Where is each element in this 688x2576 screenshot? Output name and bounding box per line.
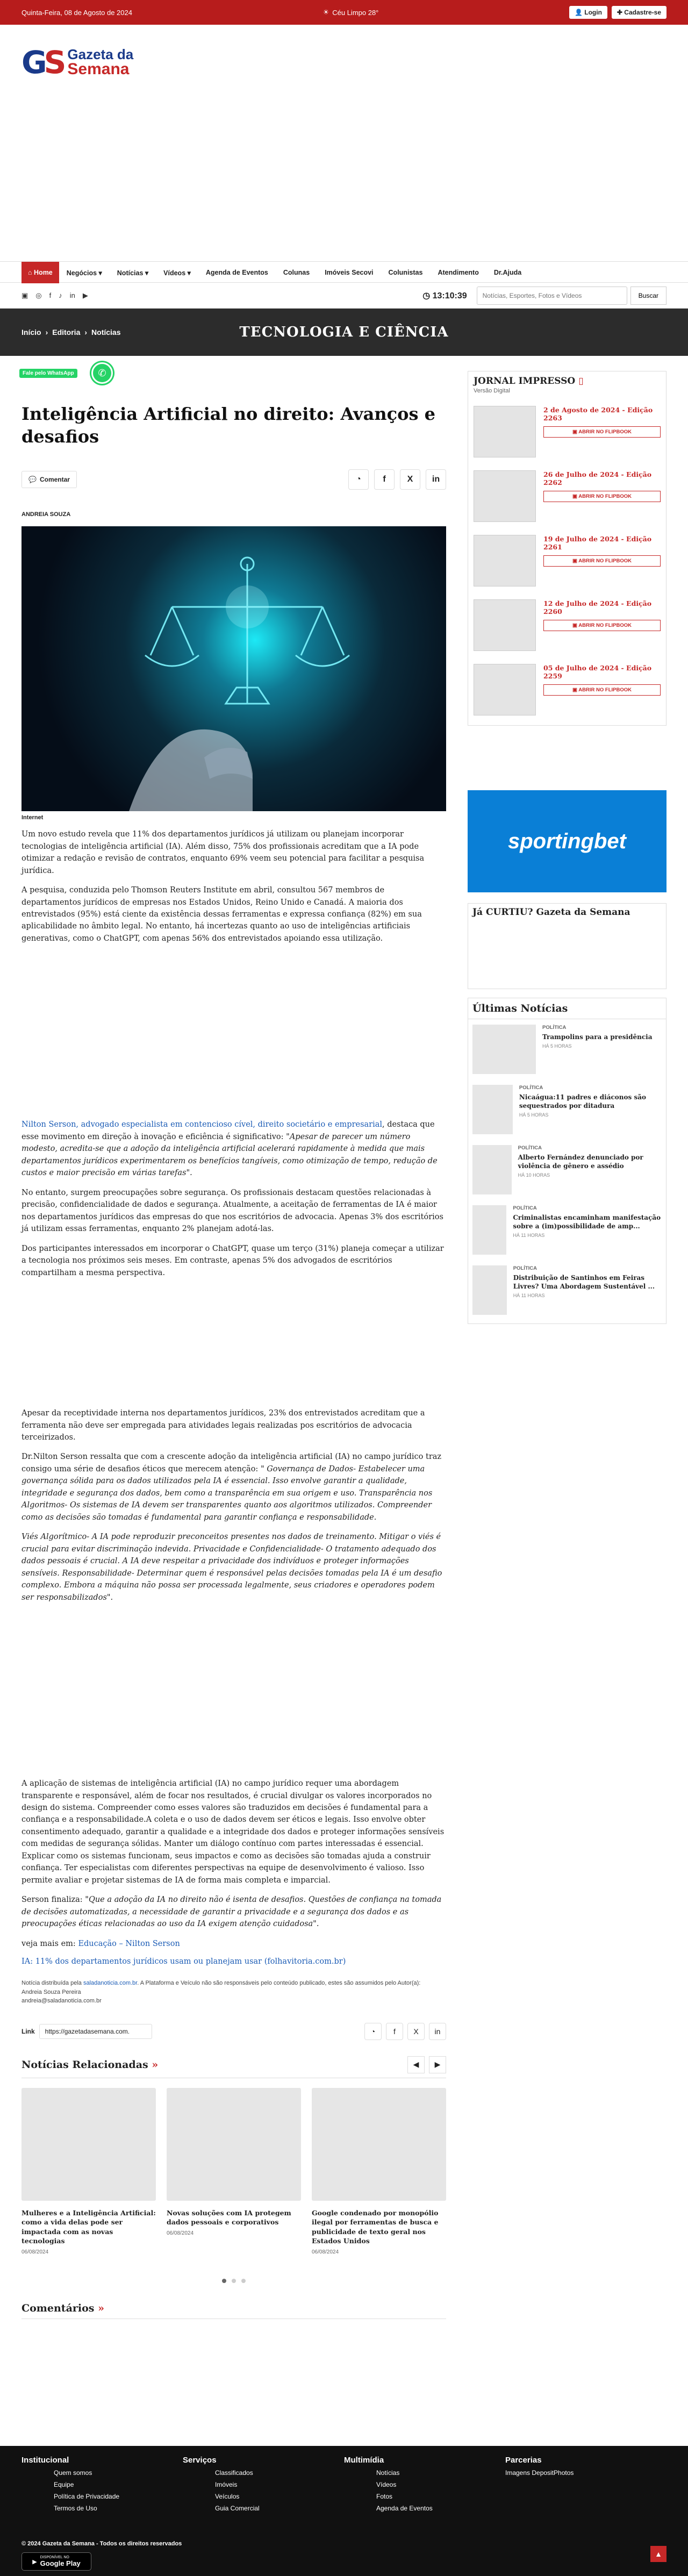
jornal-title <box>474 376 661 387</box>
related-card-image <box>167 2088 301 2201</box>
news-time: HÁ 11 HORAS <box>513 1293 545 1299</box>
x-share-icon[interactable]: X <box>400 469 420 490</box>
footer-link[interactable]: Classificados <box>215 2469 253 2477</box>
x-share-icon[interactable]: X <box>407 2023 425 2040</box>
google-play-icon: ▶ <box>32 2558 37 2565</box>
logo-mark-g: G <box>22 44 44 81</box>
site-logo[interactable] <box>22 44 666 81</box>
footer-col-title: Institucional <box>22 2456 69 2465</box>
logo-mark <box>22 44 63 81</box>
nav-item-imoveis[interactable]: Imóveis Secovi <box>325 269 374 276</box>
news-thumb <box>472 1145 512 1194</box>
carousel-dots <box>22 2279 446 2283</box>
footer-col-multimidia <box>344 2456 505 2512</box>
footer-col-parcerias <box>505 2456 666 2512</box>
latest-news-item[interactable] <box>468 1200 666 1260</box>
link-value[interactable]: https://gazetadasemana.com. <box>39 2024 152 2039</box>
related-card-title: Google condenado por monopólio ilegal por ferramentas de busca e publicidade de texto geral nos Estados Unidos <box>312 2208 439 2245</box>
footer-link[interactable]: Imagens DepositPhotos <box>505 2469 574 2477</box>
breadcrumb-separator: › <box>45 328 48 337</box>
notice-link[interactable]: saladanoticia.com.br <box>83 1980 138 1987</box>
weather-icon: ☀ <box>322 8 329 16</box>
flipbook-button[interactable]: ▣ ABRIR NO FLIPBOOK <box>543 426 661 438</box>
paragraph-text: Dr.Nilton Serson ressalta que com a crescente adoção da inteligência artificial (IA) no campo jurídico traz consigo uma série de desafios éticos que merecem atenção: <box>22 1452 442 1473</box>
whatsapp-icon[interactable]: ✆ <box>91 362 113 384</box>
breadcrumb-editoria[interactable]: Editoria <box>52 328 81 337</box>
comment-icon: 💬 <box>28 476 37 484</box>
flipbook-button[interactable]: ▣ ABRIR NO FLIPBOOK <box>543 555 661 567</box>
paragraph-quote: " Governança de Dados- Estabelecer uma governança sólida para os dados utilizados pela IA é essencial. Isso envolve garantir a qualidade, integridade e segurança dos dados, bem como a transparência em sua origem e uso. Transparência nos Algoritmos- Os sistemas de IA devem ser transparentes quanto aos algoritmos utilizados. Compreender como as decisões são tomadas é fundamental para garantir confiança e responsabilidade. <box>22 1464 433 1522</box>
login-button[interactable] <box>569 6 607 19</box>
related-cards <box>22 2088 446 2255</box>
news-thumb <box>472 1025 536 1074</box>
whatsapp-icon[interactable]: ◎ <box>35 291 42 299</box>
nav-item-agenda[interactable]: Agenda de Eventos <box>205 269 268 276</box>
news-category: POLÍTICA <box>519 1085 543 1091</box>
article-paragraph: Um novo estudo revela que 11% dos departamentos jurídicos já utilizam ou planejam incorporar tecnologias de inteligência artificial (IA). Além disso, 75% dos profissionais acreditam que a IA pode otimizar a redação e revisão de contratos, enquanto 69% veem seu potencial para facilitar a pesquisa jurídica. <box>22 830 425 875</box>
related-card-image <box>22 2088 156 2201</box>
related-title-text: Notícias Relacionadas <box>22 2058 148 2071</box>
footer-link[interactable]: Imóveis <box>215 2481 238 2488</box>
comments-title: Comentários <box>22 2302 95 2314</box>
article-paragraph: Dos participantes interessados em incorporar o ChatGPT, quase um terço (31%) planeja começar a utilizar a tecnologia nos próximos seis meses. Em contraste, apenas 5% dos advogados de escritórios compartilham a mesma perspectiva. <box>22 1244 444 1277</box>
news-category: POLÍTICA <box>518 1145 542 1151</box>
justice-scale-illustration <box>22 526 446 811</box>
sub-nav <box>0 283 688 309</box>
news-title: Nicaágua:11 padres e diáconos são sequestrados por ditadura <box>519 1093 646 1110</box>
edition-item[interactable] <box>468 592 666 656</box>
link-label: Link <box>22 2027 35 2035</box>
sportingbet-logo: sportingbet <box>508 829 626 853</box>
sportingbet-ad[interactable] <box>468 790 666 892</box>
main-nav <box>0 261 688 283</box>
latest-news-title: Últimas Notícias <box>468 998 666 1019</box>
edition-cover <box>474 664 536 715</box>
article-paragraph: A pesquisa, conduzida pelo Thomson Reuters Institute em abril, consultou 567 membros de departamentos jurídicos de empresas nos Estados Unidos, Reino Unido e Canadá. A maioria dos entrevistados (95%) está ciente da existência dessas ferramentas e expressa confiança (82%) em sua aplicabilidade no âmbito legal. No entanto, há incertezas quanto ao uso de inteligências artificiais generativas, como o ChatGPT, com apenas 56% dos entrevistados apoiando essa utilização. <box>22 886 422 943</box>
main-area <box>0 367 688 2319</box>
user-icon: 👤 <box>574 9 585 16</box>
related-header <box>22 2056 446 2078</box>
comments-header <box>22 2302 446 2319</box>
share-buttons <box>348 469 446 490</box>
article-paragraph <box>22 1119 446 1179</box>
footer-col-title: Serviços <box>183 2456 217 2465</box>
clock-time: 13:10:39 <box>432 291 467 300</box>
latest-news-item[interactable] <box>468 1260 666 1323</box>
footer-link[interactable]: Política de Privacidade <box>54 2493 120 2500</box>
article-hero-image <box>22 526 446 811</box>
inline-ad-space <box>22 944 446 1111</box>
footer-link[interactable]: Termos de Uso <box>54 2505 97 2512</box>
article-paragraph <box>22 1531 446 1604</box>
footer-col-title: Parcerias <box>505 2456 542 2465</box>
instagram-icon[interactable]: ▣ <box>22 291 28 299</box>
serson-link[interactable]: Nilton Serson, advogado especialista em contencioso cível, direito societário e empresarial <box>22 1120 383 1129</box>
section-title: TECNOLOGIA E CIÊNCIA <box>239 324 449 340</box>
paragraph-text: , destaca que esse movimento em direção à inovação e eficiência é significativo: <box>22 1120 435 1141</box>
whatsapp-share-icon[interactable]: ◔ <box>364 2023 382 2040</box>
latest-news-item[interactable] <box>468 1019 666 1079</box>
section-banner <box>0 309 688 356</box>
related-card-date: 06/08/2024 <box>167 2230 194 2236</box>
related-card-title: Mulheres e a Inteligência Artificial: como a vida delas pode ser impactada com as novas tecnologias <box>22 2208 156 2245</box>
paragraph-quote: "Apesar de parecer um número modesto, acredita-se que a adoção da inteligência artificial acelerará rapidamente à medida que mais departamentos jurídicos experimentarem os benefícios tangíveis, como otimização de tempo, redução de custos e maior precisão em várias tarefas". <box>22 1132 438 1178</box>
jornal-subtitle: Versão Digital <box>474 388 510 394</box>
copyright: © 2024 Gazeta da Semana - Todos os direitos reservados <box>22 2541 182 2547</box>
nav-label: Home <box>34 269 53 276</box>
comment-button[interactable] <box>22 471 77 488</box>
inline-ad-space <box>22 1604 446 1770</box>
footer-link[interactable]: Equipe <box>54 2481 74 2488</box>
carousel-dot[interactable] <box>241 2279 246 2283</box>
related-card-date: 06/08/2024 <box>22 2249 49 2255</box>
linkedin-share-icon[interactable]: in <box>426 469 446 490</box>
social-box <box>468 903 666 989</box>
logo-line-1: Gazeta da <box>67 46 134 62</box>
news-time: HÁ 5 HORAS <box>519 1112 549 1118</box>
image-caption: Internet <box>22 814 44 821</box>
site-header <box>0 25 688 100</box>
article-paragraph: A aplicação de sistemas de inteligência artificial (IA) no campo jurídico requer uma abordagem transparente e responsável, além de focar nos resultados, é crucial divulgar os valores incorporados no design do sistema. Compreender como esses valores são traduzidos em decisões é fundamental para a confiança e a responsabilidade.A coleta e o uso de dados devem ser éticos e legais. Isso envolve obter consentimento adequado, garantir a qualidade e a integridade dos dados e proteger informações sensíveis com medidas de segurança sólidas. Manter um diálogo contínuo com partes interessadas é essencial. Explicar como os sistemas funcionam, seus impactos e como as decisões são tomadas ajuda a construir confiança. Ter especialistas com diferentes perspectivas na equipe de desenvolvimento é valioso. Isso permite avaliar e projetar sistemas de IA de forma mais completa e imparcial. <box>22 1779 445 1885</box>
related-card[interactable] <box>167 2088 301 2255</box>
facebook-icon[interactable]: f <box>49 291 52 299</box>
logo-line-2: Semana <box>67 60 130 78</box>
nav-item-drajuda[interactable]: Dr.Ajuda <box>493 269 522 276</box>
login-label: Login <box>584 9 602 16</box>
news-category: POLÍTICA <box>513 1265 538 1271</box>
see-more <box>22 1938 446 1950</box>
search-input[interactable] <box>477 287 627 305</box>
news-category: POLÍTICA <box>542 1025 567 1031</box>
news-title: Alberto Fernández denunciado por violência de gênero e assédio <box>518 1154 643 1170</box>
carousel-dot[interactable] <box>222 2279 226 2283</box>
related-card-date: 06/08/2024 <box>312 2249 339 2255</box>
latest-news-item[interactable] <box>468 1140 666 1200</box>
news-category: POLÍTICA <box>513 1205 537 1211</box>
edition-cover <box>474 535 536 586</box>
gplay-pre: DISPONÍVEL NO <box>40 2556 69 2559</box>
latest-news-item[interactable] <box>468 1079 666 1140</box>
facebook-share-icon[interactable]: f <box>386 2023 403 2040</box>
footer-link[interactable]: Vídeos <box>376 2481 397 2488</box>
nav-item-colunas[interactable]: Colunas <box>283 269 310 276</box>
breadcrumb-noticias[interactable]: Notícias <box>91 328 121 337</box>
notice-author: Andreia Souza Pereira <box>22 1988 81 1995</box>
nav-item-atendimento[interactable]: Atendimento <box>438 269 479 276</box>
header-ad-space <box>0 100 688 261</box>
notice-text: . A Plataforma e Veículo não são responsáveis pelo conteúdo publicado, estes são assumidos pelo Autor(a): <box>137 1980 421 1987</box>
home-icon: ⌂ <box>28 269 34 276</box>
notice-text: Notícia distribuída pela <box>22 1980 83 1987</box>
search-form <box>477 287 666 305</box>
tiktok-icon[interactable]: ♪ <box>59 291 62 299</box>
article-title: Inteligência Artificial no direito: Avanços e desafios <box>22 404 435 447</box>
related-title <box>22 2059 158 2071</box>
article-paragraph <box>22 1451 446 1523</box>
footer-link[interactable]: Agenda de Eventos <box>376 2505 433 2512</box>
edition-title: 05 de Julho de 2024 - Edição 2259 <box>543 664 652 680</box>
prev-arrow-icon[interactable]: ◀ <box>407 2056 425 2073</box>
google-play-badge[interactable] <box>22 2552 91 2571</box>
facebook-share-icon[interactable]: f <box>374 469 395 490</box>
register-label: Cadastre-se <box>624 9 661 16</box>
see-more-label: veja mais em: <box>22 1939 76 1948</box>
footer-link[interactable]: Quem somos <box>54 2469 92 2477</box>
news-time: HÁ 5 HORAS <box>542 1043 572 1049</box>
comment-label: Comentar <box>39 476 70 484</box>
news-time: HÁ 11 HORAS <box>513 1233 545 1239</box>
footer-link[interactable]: Veículos <box>215 2493 240 2500</box>
chevron-right-icon: » <box>98 2302 104 2314</box>
sidebar-ad-space <box>468 726 666 790</box>
jornal-impresso-box <box>468 371 666 726</box>
news-thumb <box>472 1265 507 1315</box>
nav-item-home[interactable] <box>22 262 59 283</box>
flipbook-button[interactable]: ▣ ABRIR NO FLIPBOOK <box>543 620 661 631</box>
linkedin-icon[interactable]: in <box>69 291 75 299</box>
related-card-title: Novas soluções com IA protegem dados pessoais e corporativos <box>167 2208 291 2227</box>
whatsapp-share-icon[interactable]: ◔ <box>348 469 369 490</box>
article-paragraph <box>22 1894 446 1930</box>
footer-col-servicos <box>183 2456 344 2512</box>
sidebar <box>468 371 666 2319</box>
top-bar <box>0 0 688 25</box>
weather-widget <box>323 8 379 17</box>
social-links <box>22 291 88 300</box>
paragraph-quote: "Que a adoção da IA no direito não é isenta de desafios. Questões de confiança na tomada de decisões automatizadas, a necessidade de garantir a privacidade e a segurança dos dados e as preocupações éticas relacionadas ao uso da IA exigem atenção cuidadosa". <box>22 1895 442 1929</box>
link-share-row <box>22 2023 446 2040</box>
edition-item[interactable] <box>468 463 666 527</box>
search-button[interactable]: Buscar <box>630 287 666 305</box>
linkedin-share-icon[interactable]: in <box>429 2023 446 2040</box>
phone-icon: ▯ <box>578 376 584 387</box>
news-title: Criminalistas encaminham manifestação sobre a (im)possibilidade de amp... <box>513 1214 661 1230</box>
share-buttons-bottom <box>364 2023 446 2040</box>
edition-item[interactable] <box>468 527 666 592</box>
footer-link[interactable]: Guia Comercial <box>215 2505 260 2512</box>
related-card-image <box>312 2088 446 2201</box>
notice-email: andreia@saladanoticia.com.br <box>22 1998 102 2005</box>
inline-ad-space <box>22 1279 446 1400</box>
whatsapp-badge[interactable]: Fale pelo WhatsApp <box>19 369 77 378</box>
nav-item-negocios[interactable]: Negócios ▾ <box>66 269 102 277</box>
article-author: ANDREIA SOUZA <box>22 511 71 518</box>
youtube-icon[interactable]: ▶ <box>82 291 88 299</box>
edition-cover <box>474 470 536 522</box>
news-time: HÁ 10 HORAS <box>518 1172 550 1178</box>
latest-news <box>468 998 666 1324</box>
related-card[interactable] <box>312 2088 446 2255</box>
article-paragraph: Apesar da receptividade interna nos departamentos jurídicos, 23% dos entrevistados acreditam que a ferramenta não deve ser empregada para atividades legais realizadas pos escritórios de advocacia terceirizados. <box>22 1409 425 1442</box>
see-more-link[interactable]: Educação – Nilton Serson <box>78 1939 180 1948</box>
news-title: Trampolins para a presidência <box>542 1033 653 1041</box>
flipbook-button[interactable]: ▣ ABRIR NO FLIPBOOK <box>543 684 661 696</box>
register-button[interactable] <box>612 6 666 19</box>
news-title: Distribuição de Santinhos em Feiras Livres? Uma Abordagem Sustentável ... <box>513 1274 655 1291</box>
breadcrumb-separator: › <box>84 328 88 337</box>
clock <box>422 290 467 301</box>
nav-item-videos[interactable]: Vídeos ▾ <box>163 269 191 277</box>
carousel-dot[interactable] <box>232 2279 236 2283</box>
logo-mark-s: S <box>44 44 63 81</box>
edition-cover <box>474 406 536 457</box>
chevron-right-icon: » <box>152 2058 159 2071</box>
footer-link[interactable]: Notícias <box>376 2469 400 2477</box>
site-footer <box>0 2446 688 2576</box>
clock-icon: ◷ <box>422 291 433 300</box>
nav-item-colunistas[interactable]: Colunistas <box>388 269 423 276</box>
article-meta-bar <box>22 469 446 490</box>
news-thumb <box>472 1085 513 1134</box>
distribution-notice <box>22 1979 446 2006</box>
source-link[interactable]: IA: 11% dos departamentos jurídicos usam ou planejam usar (folhavitoria.com.br) <box>22 1957 346 1966</box>
link-copy <box>22 2024 152 2039</box>
breadcrumb-inicio[interactable]: Início <box>22 328 41 337</box>
edition-item[interactable] <box>468 398 666 463</box>
edition-title: 26 de Julho de 2024 - Edição 2262 <box>543 470 652 486</box>
paragraph-text: Serson finaliza: <box>22 1895 83 1905</box>
current-date: Quinta-Feira, 08 de Agosto de 2024 <box>22 8 132 17</box>
article <box>22 367 446 2319</box>
nav-item-noticias[interactable]: Notícias ▾ <box>117 269 149 277</box>
gplay-label: Google Play <box>40 2559 81 2567</box>
edition-title: 12 de Julho de 2024 - Edição 2260 <box>543 599 652 616</box>
logo-name <box>67 47 133 77</box>
related-card[interactable] <box>22 2088 156 2255</box>
edition-title: 19 de Julho de 2024 - Edição 2261 <box>543 535 652 551</box>
footer-col-title: Multimídia <box>344 2456 384 2465</box>
footer-col-institucional <box>22 2456 183 2512</box>
jornal-title-text: JORNAL IMPRESSO <box>474 376 576 387</box>
arrow-up-icon[interactable]: ▲ <box>650 2546 666 2562</box>
footer-link[interactable]: Fotos <box>376 2493 393 2500</box>
user-plus-icon: ✚ <box>617 9 625 16</box>
article-paragraph: No entanto, surgem preocupações sobre segurança. Os profissionais destacam questões relacionadas à precisão, confidencialidade de dados e segurança. Atualmente, a aceitação de ferramentas de IA é maior nos departamentos jurídicos das empresas do que nos escritórios de advocacia. Apenas 3% dos escritórios já utilizam essas ferramentas, enquanto 2% planejam adotá-las. <box>22 1188 443 1234</box>
edition-cover <box>474 599 536 651</box>
edition-item[interactable] <box>468 656 666 725</box>
flipbook-button[interactable]: ▣ ABRIR NO FLIPBOOK <box>543 491 661 502</box>
paragraph-quote: Viés Algorítmico- A IA pode reproduzir preconceitos presentes nos dados de treinamento. Mitigar o viés é crucial para evitar discriminação indevida. Privacidade e Confidencialidade- O tratamento adequado dos dados pessoais é crucial. A IA deve respeitar a privacidade dos indivíduos e proteger informações sensíveis. Responsabilidade- Determinar quem é responsável pelas decisões tomadas pela IA é um desafio complexo. Embora a máquina não possa ser processada legalmente, seus criadores e operadores podem ser responsabilizados". <box>22 1533 442 1602</box>
news-thumb <box>472 1205 506 1255</box>
weather-text: Céu Limpo 28° <box>332 8 379 17</box>
social-box-title: Já CURTIU? Gazeta da Semana <box>472 907 630 918</box>
next-arrow-icon[interactable]: ▶ <box>429 2056 446 2073</box>
edition-title: 2 de Agosto de 2024 - Edição 2263 <box>543 406 653 422</box>
